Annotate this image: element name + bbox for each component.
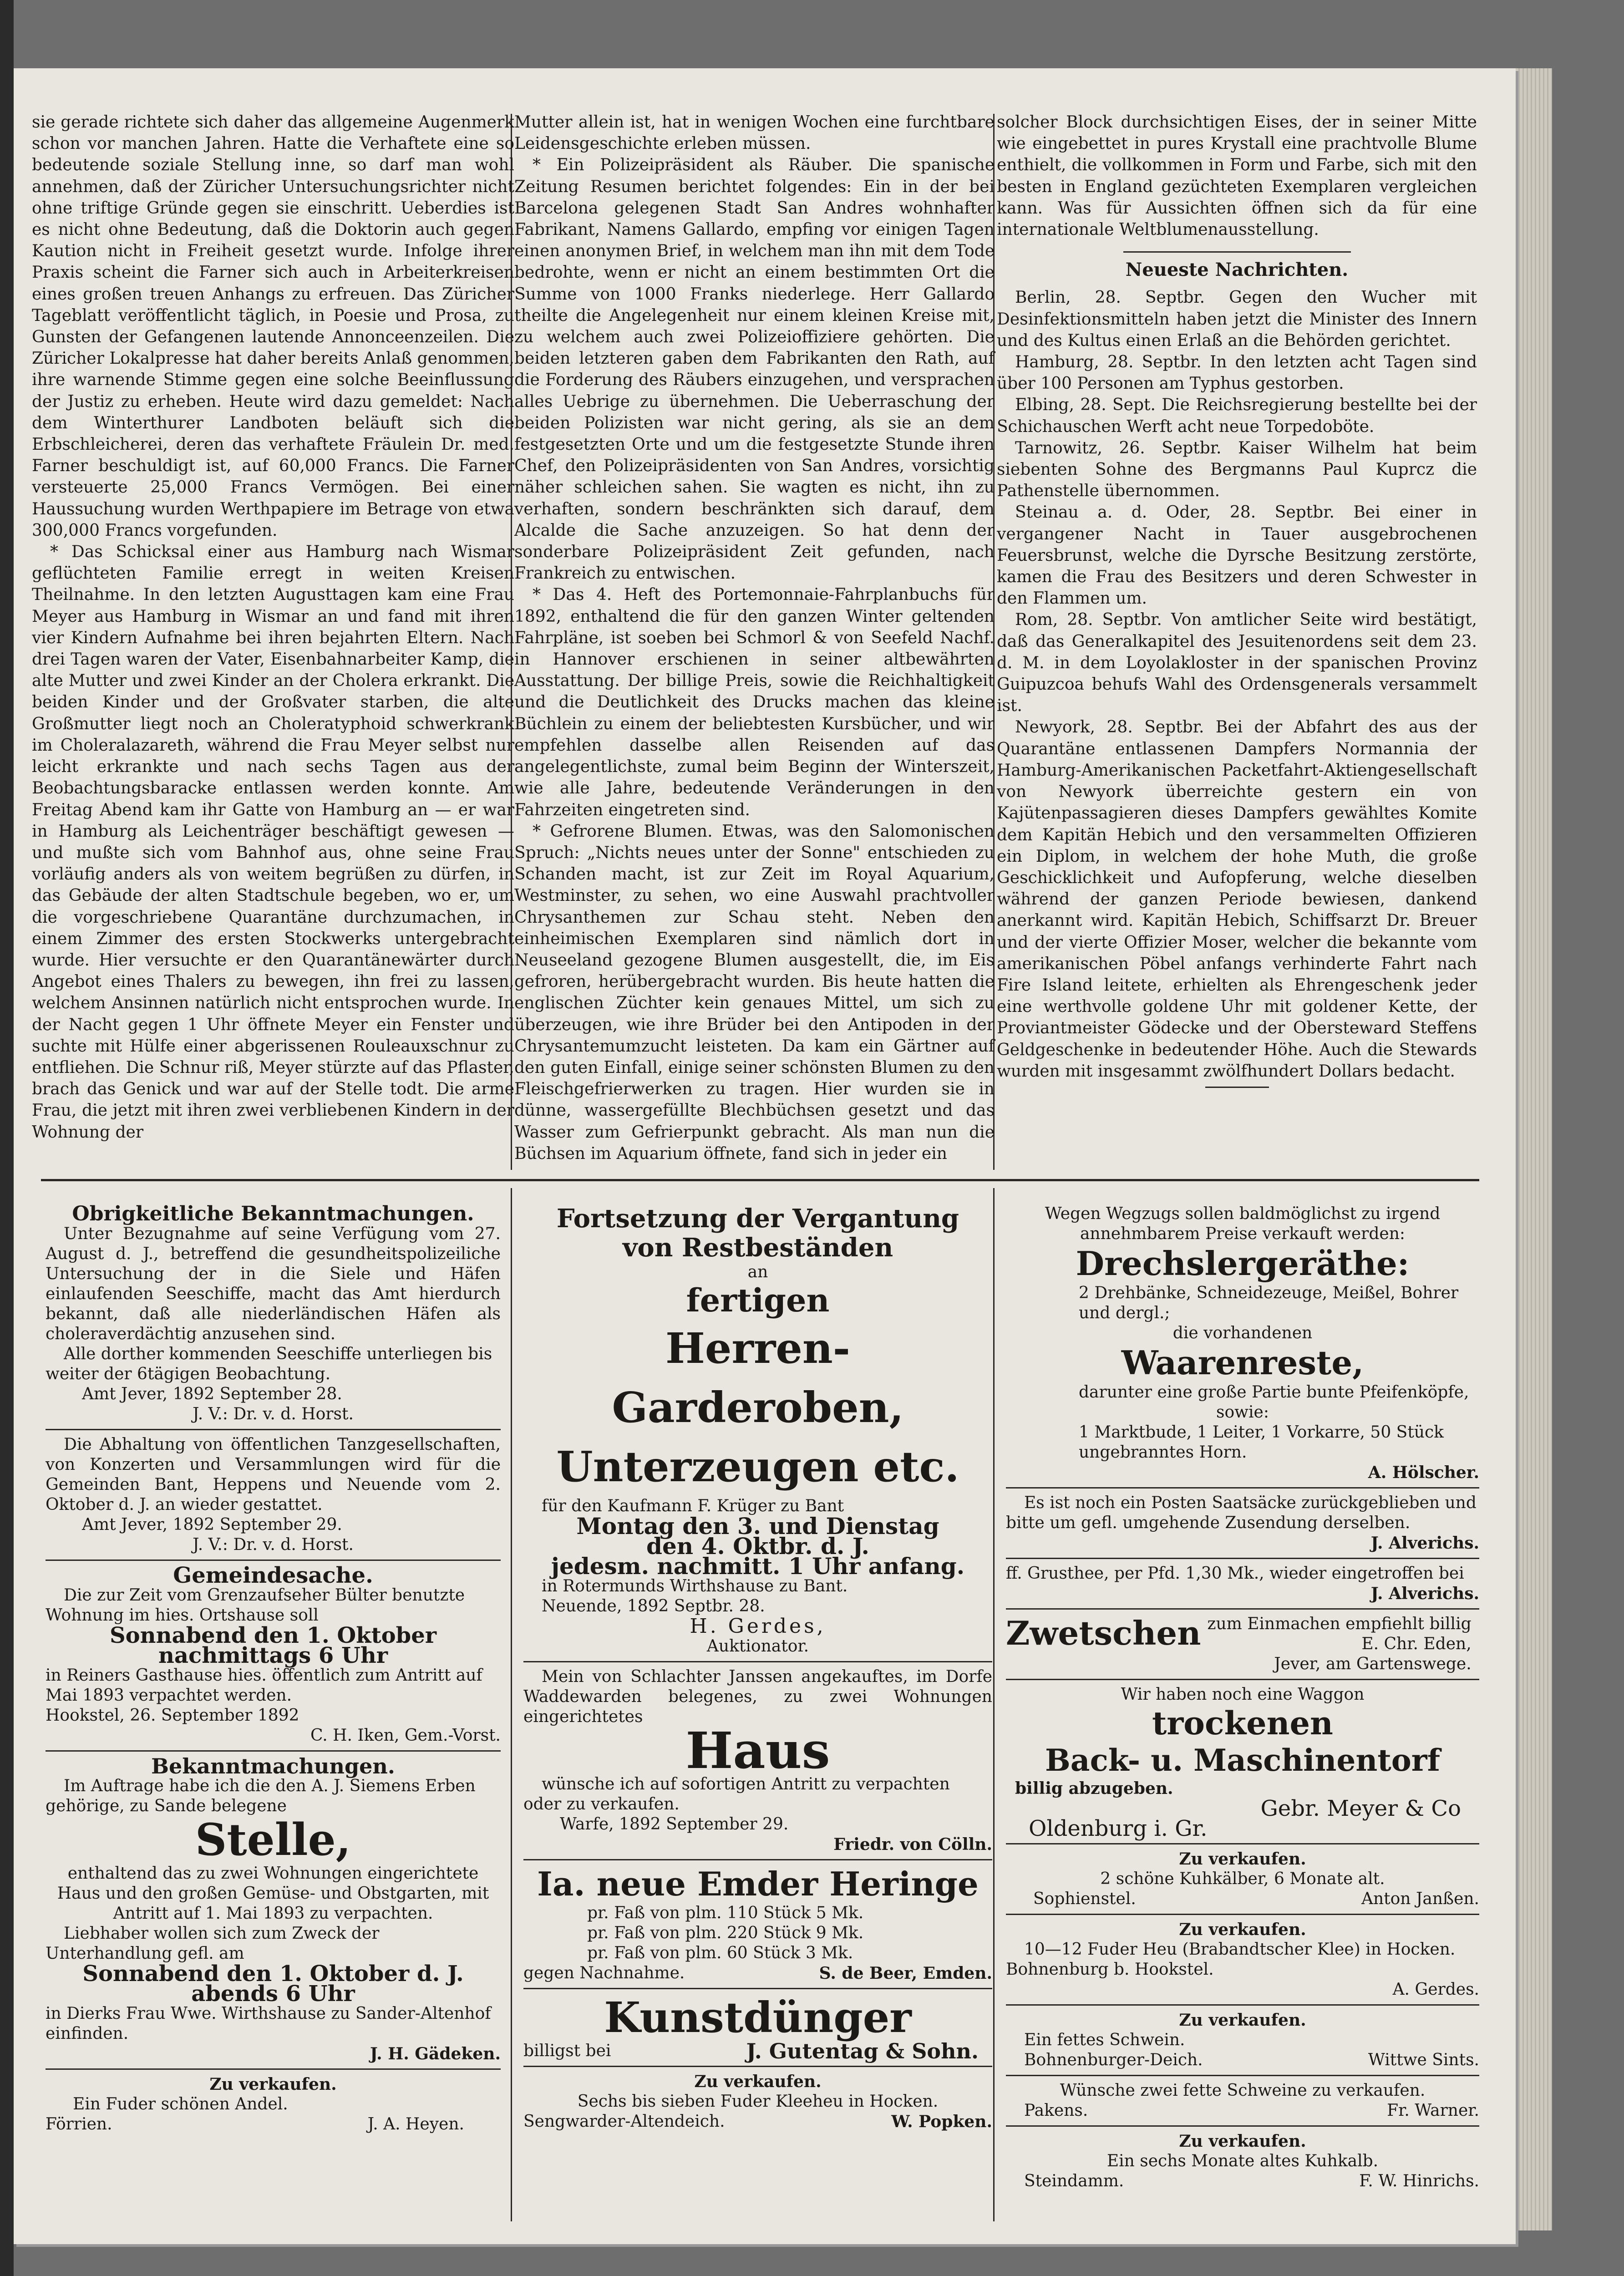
ad-separator [46, 1560, 501, 1561]
ad-text: sowie: [1216, 1403, 1269, 1422]
ad-separator [1006, 1914, 1479, 1915]
ad-place: Sophienstel. [1033, 1890, 1136, 1908]
section-rule [1123, 251, 1351, 253]
ad-signature: Friedr. von Cölln. [833, 1835, 992, 1854]
ad-signature: Wittwe Sints. [1368, 2051, 1479, 2069]
ad-text: Wünsche zwei fette Schweine zu verkaufen. [1060, 2081, 1426, 2100]
ad-date: Montag den 3. und Dienstag [576, 1513, 939, 1539]
ad-signature: W. Popken. [891, 2112, 992, 2131]
ad-text: Sechs bis sieben Fuder Kleeheu in Hocken. [577, 2092, 939, 2111]
news-item: Elbing, 28. Sept. Die Reichsregierung bestellte bei der Schichauschen Werft acht neue Torpedoböte. [997, 396, 1477, 436]
ad-heading: Obrigkeitliche Bekanntmachungen. [72, 1202, 474, 1225]
section-divider [41, 1179, 1479, 1181]
ad-text: 2 Drehbänke, Schneidezeuge, Meißel, Bohrer und dergl.; [1079, 1284, 1459, 1322]
ad-signature: A. Hölscher. [1368, 1463, 1479, 1482]
zwetschen-details [1201, 1614, 1471, 1674]
ad-signature-row [1006, 2171, 1479, 2191]
ad-price: pr. Faß von plm. 110 Stück 5 Mk. [587, 1904, 864, 1922]
ad-text: Die Abhaltung von öffentlichen Tanzgesellschaften, von Konzerten und Versammlungen wird für die Gemeinden Bant, Heppens und Neuende vom 2. Oktober d. J. an wieder gestattet. [46, 1435, 501, 1514]
ad-text: 2 schöne Kuhkälber, 6 Monate alt. [1100, 1870, 1385, 1888]
ad-text: Ein sechs Monate altes Kuhkalb. [1106, 2152, 1379, 2170]
ad-column-2 [523, 1204, 992, 2132]
article-paragraph: * Das 4. Heft des Portemonnaie-Fahrplanbuchs für 1892, enthaltend die für den ganzen Winter geltenden Fahrpläne, ist soeben bei Schmorl & von Seefeld Nachf. in Hannover erschienen in seiner altbewährten Ausstattung. Der billige Preis, sowie die Reichhaltigkeit und die Deutlichkeit des Drucks machen das kleine Büchlein zu einem der beliebtesten Kursbücher, und wir empfehlen dasselbe allen Reisenden auf das angelegentlichste, zumal beim Beginn der Winterszeit, wie alle Jahre, bedeutende Veränderungen in den Fahrzeiten eingetreten sind. [514, 585, 995, 819]
ad-separator [1006, 2004, 1479, 2006]
article-paragraph: * Das Schicksal einer aus Hamburg nach Wismar geflüchteten Familie erregt in weiten Kreisen Theilnahme. In den letzten Augusttagen kam eine Frau Meyer aus Hamburg in Wismar an und fand mit ihren vier Kindern Aufnahme bei ihren bejahrten Eltern. Nach drei Tagen waren der Vater, Eisenbahnarbeiter Kamp, die alte Mutter und zwei Kinder an der Cholera erkrankt. Die beiden Kinder und der Großvater starben, die alte Großmutter liegt noch an Choleratyphoid schwerkrank im Choleralazareth, während die Frau Meyer selbst nur leicht erkrankte und nach sechs Tagen aus der Beobachtungsbaracke entlassen werden konnte. Am Freitag Abend kam ihr Gatte von Hamburg an — er war in Hamburg als Leichenträger beschäftigt gewesen — und mußte sich vom Bahnhof aus, ohne seine Frau vorläufig anders als von weitem begrüßen zu dürfen, in das Gebäude der alten Stadtschule begeben, wo er, um die vorgeschriebene Quarantäne durchzumachen, in einem Zimmer des ersten Stockwerks untergebracht wurde. Hier versuchte er den Quarantänewärter durch Angebot eines Thalers zu bewegen, ihn frei zu lassen, welchem Ansinnen natürlich nicht entsprochen wurde. In der Nacht gegen 1 Uhr öffnete Meyer ein Fenster und suchte mit Hülfe einer abgerissenen Rouleauxschnur zu entfliehen. Die Schnur riß, Meyer stürzte auf das Pflaster, brach das Genick und war auf der Stelle todt. Die arme Frau, die jetzt mit ihren zwei verbliebenen Kindern in der Wohnung der [32, 543, 514, 1142]
ad-title: Drechslergeräthe: [1076, 1244, 1410, 1283]
ad-date: Sonnabend den 1. Oktober d. J. [82, 1961, 464, 1986]
ad-signature: J. V.: Dr. v. d. Horst. [193, 1405, 354, 1423]
ad-separator [1006, 1843, 1479, 1844]
ad-heading: Bekanntmachungen. [151, 1754, 395, 1778]
ad-date: Sonnabend den 1. Oktober [109, 1623, 437, 1648]
ad-date: den 4. Oktbr. d. J. [646, 1533, 869, 1560]
ad-heading: Zu verkaufen. [209, 2075, 337, 2094]
ad-signature-row [523, 1963, 992, 1983]
ad-signature: Amt Jever, 1892 September 28. [82, 1385, 342, 1403]
ad-text: Liebhaber wollen sich zum Zweck der Unterhandlung gefl. am [46, 1924, 380, 1963]
ad-separator [46, 2068, 501, 2070]
article-paragraph: sie gerade richtete sich daher das allgemeine Augenmerk schon vor manchen Jahren. Hatte die Verhaftete eine so bedeutende soziale Stellung inne, so darf man wohl annehmen, daß der Züricher Untersuchungsrichter nicht ohne triftige Gründe gegen sie einschritt. Ueberdies ist es nicht ohne Bedeutung, daß die Doktorin auch gegen Kaution nicht in Freiheit gesetzt wurde. Infolge ihrer Praxis scheint die Farner sich auch in Arbeiterkreisen eines großen treuen Anhangs zu erfreuen. Das Züricher Tageblatt veröffentlicht täglich, in Poesie und Prosa, zu Gunsten der Gefangenen lautende Annonceenzeilen. Die Züricher Lokalpresse hat daher bereits Anlaß genommen, ihre warnende Stimme gegen eine solche Beeinflussung der Justiz zu erheben. Heute wird dazu gemeldet: Nach dem Winterthurer Landboten beläuft sich die Erbschleicherei, deren das verhaftete Fräulein Dr. med. Farner beschuldigt ist, auf 60,000 Francs. Die Farner versteuerte 25,000 Francs Vermögen. Bei einer Haussuchung wurden Werthpapiere im Betrage von etwa 300,000 Francs vorgefunden. [32, 113, 514, 540]
ad-price: pr. Faß von plm. 220 Stück 9 Mk. [587, 1924, 864, 1942]
newspaper-page [14, 68, 1516, 2244]
ad-signature: Fr. Warner. [1387, 2101, 1479, 2120]
ad-text: in Rotermunds Wirthshause zu Bant. [542, 1577, 848, 1595]
ad-separator [523, 2066, 992, 2067]
ad-text: in Reiners Gasthause hies. öffentlich zum Antritt auf Mai 1893 verpachtet werden. [46, 1666, 482, 1705]
ad-place: Bohnenburg b. Hookstel. [1006, 1960, 1214, 1979]
ad-text: Mein von Schlachter Janssen angekauftes, im Dorfe Waddewarden belegenes, zu zwei Wohnungen eingerichtetes [523, 1667, 992, 1726]
ad-place: Pakens. [1024, 2101, 1088, 2120]
article-column-2 [514, 112, 995, 1164]
ad-text: Wegen Wegzugs sollen baldmöglichst zu irgend annehmbarem Preise verkauft werden: [1045, 1204, 1441, 1243]
ad-separator [1006, 1558, 1479, 1559]
ad-text: für den Kaufmann F. Krüger zu Bant [542, 1497, 844, 1515]
news-list [997, 287, 1477, 1082]
ad-separator [1006, 2125, 1479, 2127]
ad-signature: C. H. Iken, Gem.-Vorst. [310, 1726, 501, 1745]
ad-text: Es ist noch ein Posten Saatsäcke zurückgeblieben und bitte um gefl. umgehende Zusendung derselben. [1006, 1494, 1477, 1532]
ad-heading: Zu verkaufen. [1179, 1920, 1306, 1939]
ad-signature: E. Chr. Eden, [1361, 1635, 1472, 1653]
article-paragraph: Mutter allein ist, hat in wenigen Wochen eine furchtbare Leidensgeschichte erleben müssen. [514, 113, 995, 153]
article-column-3 [997, 112, 1477, 1092]
ad-signature-row [46, 2114, 501, 2134]
ad-signature-row [1006, 2050, 1479, 2070]
article-paragraph: * Ein Polizeipräsident als Räuber. Die spanische Zeitung Resumen berichtet folgendes: Ein in der bei Barcelona gelegenen Stadt San Andres wohnhafter Fabrikant, Namens Gallardo, empfing vor einigen Tagen einen anonymen Brief, in welchem man ihn mit dem Tode bedrohte, wenn er nicht an einem bestimmten Ort die Summe von 1000 Franks niederlege. Herr Gallardo theilte die Angelegenheit nur einem kleinen Kreise mit, zu welchem auch zwei Polizeioffiziere gehörten. Die beiden letzteren gaben dem Fabrikanten den Rath, auf die Forderung des Räubers einzugehen, und versprachen alles Uebrige zu übernehmen. Die Ueberraschung der beiden Polizisten war nicht gering, als sie an dem festgesetzten Orte und um die festgesetzte Stunde ihren Chef, den Polizeipräsidenten von San Andres, vorsichtig näher schleichen sahen. Sie wagten es nicht, ihn zu verhaften, sondern beschränkten sich darauf, dem Alcalde die Sache anzuzeigen. So hat denn der sonderbare Polizeipräsident Zeit gefunden, nach Frankreich zu entwischen. [514, 156, 995, 583]
news-item: Steinau a. d. Oder, 28. Septbr. Bei einer in vergangener Nacht in Tauer ausgebrochenen Feuersbrunst, welche die Dyrsche Besitzung zerstörte, kamen die Frau des Besitzers und deren Schwester in den Flammen um. [997, 503, 1477, 608]
ad-signature: Oldenburg i. Gr. [1029, 1816, 1208, 1841]
ad-signature: S. de Beer, Emden. [819, 1964, 992, 1983]
ad-title: Unterzeugen etc. [556, 1442, 959, 1491]
ad-text: Neuende, 1892 Septbr. 28. [542, 1597, 765, 1616]
article-paragraph: * Gefrorene Blumen. Etwas, was den Salomonischen Spruch: „Nichts neues unter der Sonne" entschieden zu Schanden macht, ist zur Zeit im Royal Aquarium, Westminster, zu sehen, wo eine Auswahl prachtvoller Chrysanthemen zur Schau steht. Neben den einheimischen Exemplaren sind nämlich dort in Neuseeland gezogene Blumen ausgestellt, die, im Eis gefroren, herübergebracht wurden. Bis heute hatten die englischen Züchter kein genaues Mittel, um sich zu überzeugen, wie ihre Brüder bei den Antipoden in der Chrysantemumzucht leisteten. Da kam ein Gärtner auf den guten Einfall, einige seiner schönsten Blumen zu den Fleischgefrierwerken zu tragen. Hier wurden sie in dünne, wassergefüllte Blechbüchsen gesetzt und das Wasser zum Gefrierpunkt gebracht. Als man nun die Büchsen im Aquarium öffnete, fand sich in jeder ein [514, 822, 995, 1163]
end-rule [1205, 1087, 1269, 1088]
ad-text: an [747, 1263, 768, 1281]
ad-signature: Hookstel, 26. September 1892 [46, 1706, 299, 1725]
ad-column-1 [46, 1204, 501, 2134]
ad-title: Zwetschen [1006, 1614, 1201, 1652]
ad-heading: Gemeindesache. [173, 1563, 373, 1588]
ad-signature-row [523, 2041, 992, 2061]
ad-separator [1006, 1487, 1479, 1489]
ad-signature: J. Alverichs. [1370, 1534, 1479, 1553]
ad-signature: J. A. Heyen. [367, 2115, 464, 2134]
ad-signature: J. Gutentag & Sohn. [746, 2039, 979, 2063]
ad-signature: Jever, am Gartenswege. [1274, 1655, 1472, 1673]
ad-column-3 [1006, 1204, 1479, 2191]
ad-heading: Zu verkaufen. [694, 2072, 822, 2091]
ad-text: 1 Marktbude, 1 Leiter, 1 Vorkarre, 50 Stück ungebranntes Horn. [1079, 1423, 1444, 1462]
ad-title: Herren-Garderoben, [612, 1324, 904, 1432]
ad-text: in Dierks Frau Wwe. Wirthshause zu Sander-Altenhof einfinden. [46, 2004, 491, 2043]
ad-title: Ia. neue Emder Heringe [537, 1864, 979, 1903]
ad-signature: F. W. Hinrichs. [1359, 2172, 1479, 2190]
ad-text: wünsche ich auf sofortigen Antritt zu verpachten oder zu verkaufen. [523, 1775, 950, 1814]
ad-title: Haus [685, 1721, 830, 1780]
ad-text: Wir haben noch eine Waggon [1121, 1685, 1365, 1704]
ad-text: Im Auftrage habe ich die den A. J. Siemens Erben gehörige, zu Sande belegene [46, 1777, 476, 1815]
ad-text: 10—12 Fuder Heu (Brabandtscher Klee) in Hocken. [1024, 1940, 1456, 1959]
ad-separator [523, 1661, 992, 1662]
ad-price: pr. Faß von plm. 60 Stück 3 Mk. [587, 1944, 853, 1962]
ad-text: Ein fettes Schwein. [1024, 2031, 1185, 2049]
ad-separator [523, 1859, 992, 1860]
news-heading: Neueste Nachrichten. [1125, 259, 1349, 281]
ad-signature: H. Gerdes, [690, 1615, 826, 1638]
ad-column-rule [993, 1188, 995, 2221]
ad-title: Kunstdünger [604, 1993, 912, 2042]
zwetschen-ad [1006, 1614, 1479, 1674]
ad-separator [1006, 2075, 1479, 2076]
ad-signature: J. H. Gädeken. [370, 2044, 501, 2063]
ad-text: billigst bei [523, 2042, 611, 2060]
ad-heading: Zu verkaufen. [1179, 1849, 1306, 1869]
ad-title: fertigen [686, 1281, 830, 1319]
ad-heading: Zu verkaufen. [1179, 2011, 1306, 2030]
ad-title: Stelle, [195, 1814, 351, 1865]
article-column-1 [32, 112, 514, 1143]
ad-title: von Restbeständen [622, 1233, 893, 1263]
ad-text: Alle dorther kommenden Seeschiffe unterliegen bis weiter der 6tägigen Beobachtung. [46, 1345, 492, 1383]
ad-date: jedesm. nachmitt. 1 Uhr anfang. [551, 1553, 965, 1580]
ad-text: Die zur Zeit vom Grenzaufseher Bülter benutzte Wohnung im hies. Ortshause soll [46, 1586, 465, 1625]
ad-place: Sengwarder-Altendeich. [523, 2112, 725, 2131]
ad-place: Förrien. [46, 2115, 112, 2134]
ad-signature: Amt Jever, 1892 September 29. [82, 1515, 342, 1534]
ad-signature: A. Gerdes. [1392, 1980, 1479, 1999]
ad-text: enthaltend das zu zwei Wohnungen eingerichtete Haus und den großen Gemüse- und Obstgarten, mit Antritt auf 1. Mai 1893 zu verpachten. [57, 1864, 489, 1923]
ad-separator [523, 1988, 992, 1989]
ad-text: Unter Bezugnahme auf seine Verfügung vom 27. August d. J., betreffend die gesundheitspolizeiliche Untersuchung der in die Siele und Häfen einlaufenden Seeschiffe, macht das Amt hierdurch bekannt, daß alle niederländischen Häfen als choleraverdächtig anzusehen sind. [46, 1224, 501, 1343]
ad-signature-row [1006, 1889, 1479, 1909]
ad-text: billig abzugeben. [1015, 1779, 1173, 1798]
ad-title: trockenen [1152, 1704, 1333, 1742]
scan-border [0, 0, 14, 2276]
ad-column-rule [511, 1188, 512, 2221]
news-item: Hamburg, 28. Septbr. In den letzten acht Tagen sind über 100 Personen am Typhus gestorben. [997, 353, 1477, 393]
ad-text: darunter eine große Partie bunte Pfeifenköpfe, [1079, 1383, 1469, 1402]
page-edge [1516, 68, 1552, 2230]
ad-separator [46, 1750, 501, 1752]
ad-title: Waarenreste, [1121, 1343, 1364, 1382]
ad-text: Warfe, 1892 September 29. [560, 1815, 789, 1834]
ad-signature: J. V.: Dr. v. d. Horst. [193, 1535, 354, 1554]
article-paragraph: solcher Block durchsichtigen Eises, der in seiner Mitte wie eingebettet in pures Krystall eine prachtvolle Blume enthielt, die vollkommen in Form und Farbe, sich mit den besten in England gezüchteten Exemplaren vergleichen kann. Was für Aussichten öffnen sich da für eine internationale Weltblumenausstellung. [997, 113, 1477, 239]
ad-signature-row [523, 2112, 992, 2132]
ad-signature: Auktionator. [706, 1637, 809, 1656]
news-item: Newyork, 28. Septbr. Bei der Abfahrt des aus der Quarantäne entlassenen Dampfers Normannia der Hamburg-Amerikanischen Packetfahrt-Aktiengesellschaft von Newyork überreichte gestern ein von Kajütenpassagieren dieses Dampfers gewähltes Komite dem Kapitän Hebich und den versammelten Offizieren ein Diplom, in welchem der hohe Muth, die große Geschicklichkeit und Aufopferung, welche dieselben während der ganzen Periode bewiesen, dankend anerkannt wird. Kapitän Hebich, Schiffsarzt Dr. Breuer und der vierte Offizier Moser, welcher die bekannte vom amerikanischen Pöbel anfangs verhinderte Fahrt nach Fire Island leitete, erhielten als Ehrengeschenk jeder eine werthvolle goldene Uhr mit goldener Kette, der Proviantmeister Gödecke und der Obersteward Steffens Geldgeschenke in bedeutender Höhe. Auch die Stewards wurden mit insgesammt zwölfhundert Dollars bedacht. [997, 718, 1477, 1081]
ad-date: nachmittags 6 Uhr [158, 1643, 388, 1668]
ad-text: zum Einmachen empfiehlt billig [1207, 1615, 1472, 1633]
ad-title: Back- u. Maschinentorf [1045, 1743, 1440, 1778]
news-item: Tarnowitz, 26. Septbr. Kaiser Wilhelm hat beim siebenten Sohne des Bergmanns Paul Kuprcz die Pathenstelle übernommen. [997, 438, 1477, 501]
ad-place: Bohnenburger-Deich. [1024, 2051, 1203, 2069]
ad-signature-row [1006, 2101, 1479, 2121]
ad-text: die vorhandenen [1172, 1324, 1313, 1342]
ad-signature: Gebr. Meyer & Co [1260, 1796, 1461, 1821]
ad-place: Steindamm. [1024, 2172, 1124, 2190]
ad-text: Ein Fuder schönen Andel. [73, 2095, 288, 2113]
news-item: Berlin, 28. Septbr. Gegen den Wucher mit Desinfektionsmitteln haben jetzt die Minister des Innern und des Kultus einen Erlaß an die Behörden gerichtet. [997, 288, 1477, 350]
ad-separator [1006, 1608, 1479, 1610]
ad-separator [46, 1429, 501, 1430]
ad-signature: J. Alverichs. [1370, 1584, 1479, 1603]
ad-signature: Anton Janßen. [1361, 1890, 1479, 1908]
ad-date: abends 6 Uhr [191, 1981, 355, 2007]
ad-title: Fortsetzung der Vergantung [556, 1204, 959, 1234]
news-item: Rom, 28. Septbr. Von amtlicher Seite wird bestätigt, daß das Generalkapitel des Jesuitenordens seit dem 23. d. M. in dem Loyolakloster in der spanischen Provinz Guipuzcoa behufs Wahl des Ordensgenerals versammelt ist. [997, 610, 1477, 716]
ad-separator [1006, 1679, 1479, 1680]
ad-text: gegen Nachnahme. [523, 1964, 685, 1982]
ad-text: ff. Grusthee, per Pfd. 1,30 Mk., wieder eingetroffen bei [1006, 1564, 1464, 1583]
ad-heading: Zu verkaufen. [1179, 2132, 1306, 2151]
